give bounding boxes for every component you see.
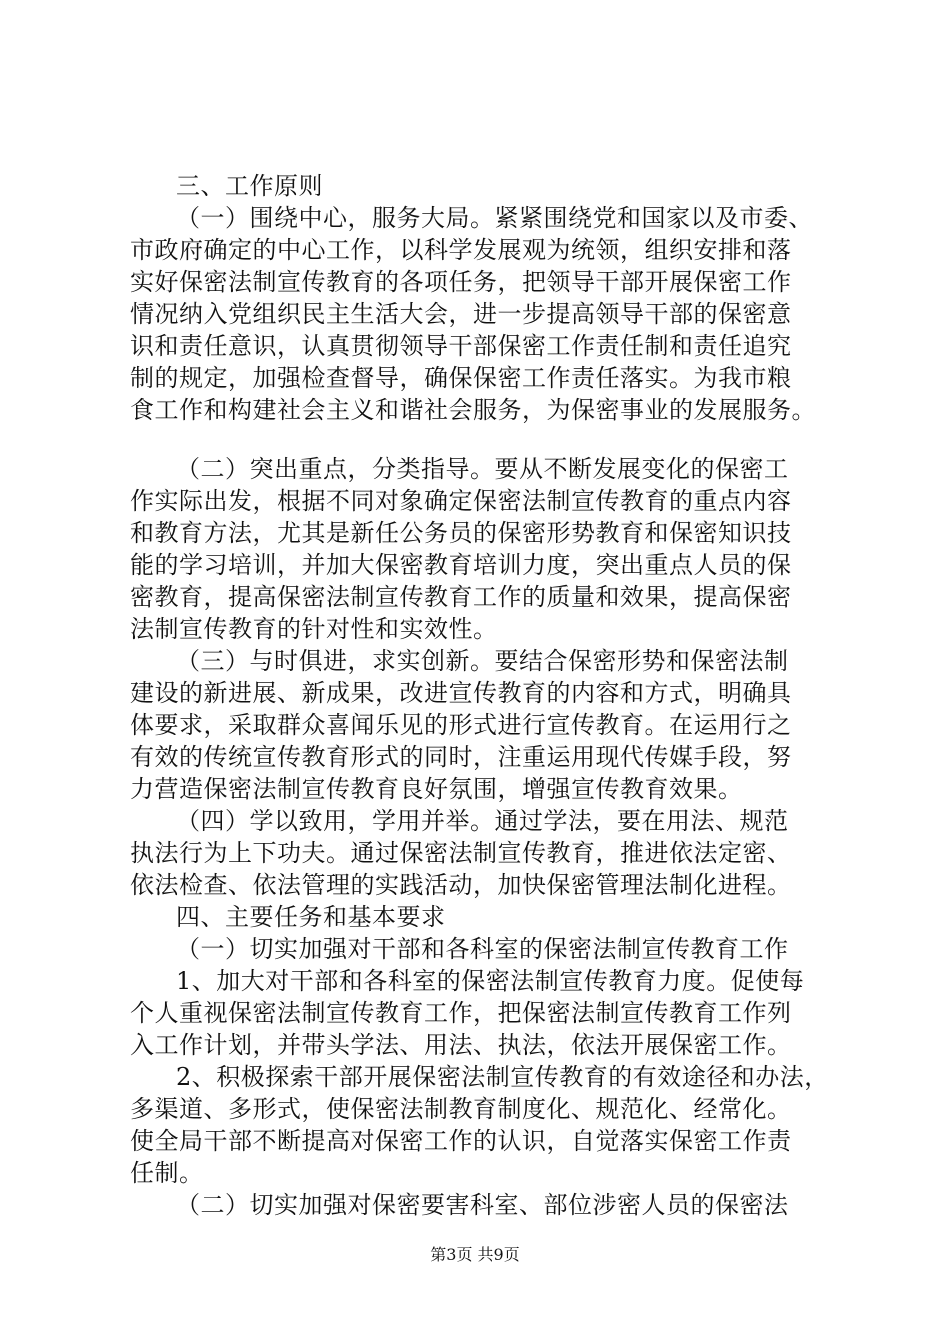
paragraph-line: 体要求，采取群众喜闻乐见的形式进行宣传教育。在运用行之 <box>130 711 792 739</box>
paragraph-line: 1、加大对干部和各科室的保密法制宣传教育力度。促使每 <box>176 967 805 995</box>
paragraph-line: 任制。 <box>130 1159 204 1187</box>
paragraph-line: （一）围绕中心，服务大局。紧紧围绕党和国家以及市委、 <box>176 204 813 232</box>
paragraph-line: 食工作和构建社会主义和谐社会服务，为保密事业的发展服务。 <box>130 396 816 424</box>
paragraph-line: 市政府确定的中心工作，以科学发展观为统领，组织安排和落 <box>130 236 792 264</box>
paragraph-line: 力营造保密法制宣传教育良好氛围，增强宣传教育效果。 <box>130 775 743 803</box>
paragraph-line: （二）突出重点，分类指导。要从不断发展变化的保密工 <box>176 455 789 483</box>
page-number: 第3页 共9页 <box>430 1245 520 1264</box>
paragraph-line: 使全局干部不断提高对保密工作的认识，自觉落实保密工作责 <box>130 1127 792 1155</box>
paragraph-line: 法制宣传教育的针对性和实效性。 <box>130 615 498 643</box>
paragraph-line: 多渠道、多形式，使保密法制教育制度化、规范化、经常化。 <box>130 1095 792 1123</box>
paragraph-line: 实好保密法制宣传教育的各项任务，把领导干部开展保密工作 <box>130 268 792 296</box>
paragraph-line: 和教育方法，尤其是新任公务员的保密形势教育和保密知识技 <box>130 519 792 547</box>
paragraph-line: 2、积极探索干部开展保密法制宣传教育的有效途径和办法， <box>176 1063 829 1091</box>
paragraph-line: 能的学习培训，并加大保密教育培训力度，突出重点人员的保 <box>130 551 792 579</box>
paragraph-line: 执法行为上下功夫。通过保密法制宣传教育，推进依法定密、 <box>130 839 792 867</box>
paragraph-line: 建设的新进展、新成果，改进宣传教育的内容和方式，明确具 <box>130 679 792 707</box>
paragraph-line: 入工作计划，并带头学法、用法、执法，依法开展保密工作。 <box>130 1031 792 1059</box>
section-heading: 四、主要任务和基本要求 <box>176 903 446 931</box>
paragraph-line: （三）与时俱进，求实创新。要结合保密形势和保密法制 <box>176 647 789 675</box>
paragraph-line: 制的规定，加强检查督导，确保保密工作责任落实。为我市粮 <box>130 364 792 392</box>
paragraph-line: 有效的传统宣传教育形式的同时，注重运用现代传媒手段，努 <box>130 743 792 771</box>
paragraph-line: 依法检查、依法管理的实践活动，加快保密管理法制化进程。 <box>130 871 792 899</box>
paragraph-line: 作实际出发，根据不同对象确定保密法制宣传教育的重点内容 <box>130 487 792 515</box>
subsection-heading: （二）切实加强对保密要害科室、部位涉密人员的保密法 <box>176 1191 789 1219</box>
section-heading: 三、工作原则 <box>176 172 323 200</box>
paragraph-line: （四）学以致用，学用并举。通过学法，要在用法、规范 <box>176 807 789 835</box>
paragraph-line: 个人重视保密法制宣传教育工作，把保密法制宣传教育工作列 <box>130 999 792 1027</box>
paragraph-line: 密教育，提高保密法制宣传教育工作的质量和效果，提高保密 <box>130 583 792 611</box>
paragraph-line: 识和责任意识，认真贯彻领导干部保密工作责任制和责任追究 <box>130 332 792 360</box>
paragraph-line: 情况纳入党组织民主生活大会，进一步提高领导干部的保密意 <box>130 300 792 328</box>
subsection-heading: （一）切实加强对干部和各科室的保密法制宣传教育工作 <box>176 935 789 963</box>
